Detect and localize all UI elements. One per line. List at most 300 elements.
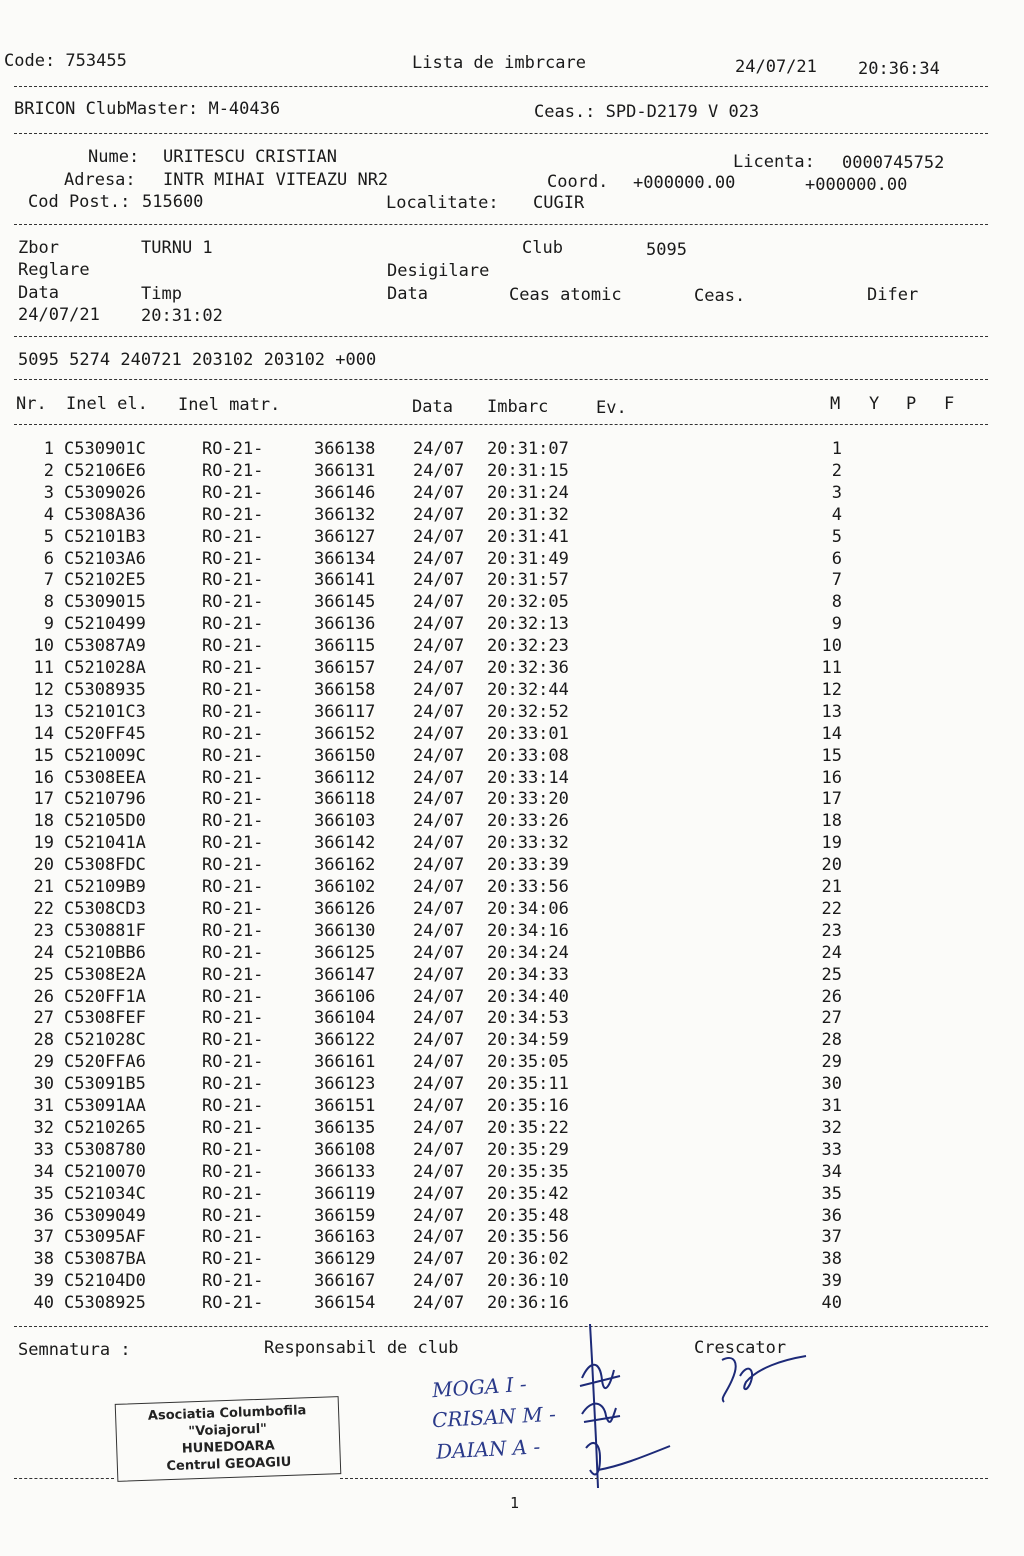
row-date: 24/07 [413,504,465,525]
col-inel-el: Inel el. [66,394,148,414]
row-m: 37 [821,1227,842,1248]
owner-address: INTR MIHAI VITEAZU NR2 [163,170,389,190]
row-date: 24/07 [413,745,465,766]
address-label: Adresa: [64,170,136,190]
row-inel-prefix: RO-21- [202,877,264,897]
row-inel-el: C521041A [64,833,146,854]
row-date: 24/07 [413,1074,465,1095]
row-inel-number: 366142 [314,833,376,854]
row-inel-number: 366122 [314,1030,376,1051]
row-inel-el: C53091B5 [64,1074,146,1095]
row-time: 20:32:52 [487,701,569,722]
col-nr: Nr. [16,394,47,414]
row-date: 24/07 [413,1249,465,1270]
divider [14,1478,114,1479]
table-row [0,1139,1024,1161]
row-m: 31 [821,1096,842,1116]
row-time: 20:33:01 [487,723,569,744]
table-row [0,569,1024,591]
col-y: Y [869,394,880,414]
row-inel-prefix: RO-21- [202,920,264,941]
row-nr: 20 [33,855,54,876]
table-row [0,810,1024,832]
row-date: 24/07 [413,1271,465,1292]
table-row [0,1029,1024,1051]
row-inel-prefix: RO-21- [202,548,264,569]
row-nr: 6 [43,548,54,569]
row-time: 20:35:48 [487,1205,569,1226]
row-nr: 24 [33,942,54,963]
coord-x: +000000.00 [633,173,736,193]
row-nr: 23 [33,920,54,941]
row-time: 20:36:10 [487,1271,569,1292]
row-m: 25 [821,964,842,985]
row-inel-number: 366167 [314,1271,376,1292]
row-time: 20:31:41 [487,526,569,547]
table-row [0,548,1024,570]
row-inel-number: 366163 [314,1227,376,1248]
row-inel-prefix: RO-21- [202,592,264,613]
row-nr: 7 [43,570,54,591]
row-m: 4 [831,504,842,525]
table-row [0,942,1024,964]
table-row [0,745,1024,767]
row-inel-el: C52102E5 [64,570,146,591]
club-value: 5095 [646,240,687,260]
signature-label: Semnatura : [18,1340,131,1360]
clubmaster-label: BRICON ClubMaster: M-40436 [14,99,281,119]
row-time: 20:31:32 [487,504,569,525]
row-m: 1 [831,439,842,459]
row-date: 24/07 [413,1117,465,1138]
row-time: 20:32:44 [487,679,569,700]
row-inel-number: 366131 [314,460,376,481]
row-m: 5 [831,526,842,547]
row-inel-number: 366127 [314,526,376,547]
row-date: 24/07 [413,592,465,613]
row-date: 24/07 [413,614,465,635]
row-inel-el: C52101C3 [64,701,146,722]
row-inel-el: C53087BA [64,1249,146,1270]
table-row [0,1270,1024,1292]
row-date: 24/07 [413,789,465,810]
row-date: 24/07 [413,1030,465,1051]
row-m: 38 [821,1249,842,1270]
club-stamp [115,1396,342,1482]
table-row [0,898,1024,920]
row-m: 24 [821,942,842,963]
row-time: 20:33:39 [487,855,569,876]
col-ev: Ev. [596,398,627,418]
divider [340,1478,988,1479]
row-nr: 1 [43,439,54,459]
row-m: 30 [821,1074,842,1095]
row-inel-number: 366134 [314,548,376,569]
row-inel-el: C5308925 [64,1293,146,1314]
row-inel-el: C52101B3 [64,526,146,547]
row-m: 39 [821,1271,842,1292]
row-time: 20:34:16 [487,920,569,941]
divider [14,424,988,425]
row-inel-el: C520FFA6 [64,1052,146,1073]
row-time: 20:31:49 [487,548,569,569]
row-date: 24/07 [413,855,465,876]
row-time: 20:32:36 [487,658,569,678]
row-inel-el: C521009C [64,745,146,766]
table-row [0,591,1024,613]
row-time: 20:34:24 [487,942,569,963]
row-inel-prefix: RO-21- [202,526,264,547]
stamp-line: "Voiajorul" [188,1421,268,1440]
row-m: 32 [821,1117,842,1138]
flight-value: TURNU 1 [141,238,213,258]
setting-time: 20:31:02 [141,306,223,326]
row-inel-number: 366150 [314,745,376,766]
row-inel-prefix: RO-21- [202,723,264,744]
header-date: 24/07/21 [735,57,817,77]
row-date: 24/07 [413,986,465,1007]
table-row [0,1051,1024,1073]
row-nr: 9 [43,614,54,635]
row-m: 13 [821,701,842,722]
row-date: 24/07 [413,1205,465,1226]
row-nr: 35 [33,1183,54,1204]
table-row [0,1161,1024,1183]
postcode-label: Cod Post.: [28,192,131,212]
row-time: 20:36:16 [487,1293,569,1314]
row-nr: 31 [33,1096,54,1116]
row-inel-number: 366141 [314,570,376,591]
unseal-date-label: Data [387,284,428,304]
row-inel-prefix: RO-21- [202,1293,264,1314]
row-time: 20:34:59 [487,1030,569,1051]
row-time: 20:35:42 [487,1183,569,1204]
row-nr: 14 [33,723,54,744]
coord-label: Coord. [547,172,609,192]
row-nr: 10 [33,636,54,657]
row-inel-prefix: RO-21- [202,1161,264,1182]
row-date: 24/07 [413,723,465,744]
row-nr: 18 [33,811,54,832]
row-date: 24/07 [413,833,465,854]
row-inel-number: 366103 [314,811,376,832]
table-row [0,1007,1024,1029]
row-inel-el: C5210BB6 [64,942,146,963]
row-inel-number: 366162 [314,855,376,876]
row-date: 24/07 [413,1183,465,1204]
row-nr: 32 [33,1117,54,1138]
row-inel-el: C53087A9 [64,636,146,657]
row-inel-el: C53095AF [64,1227,146,1248]
name-label: Nume: [88,147,140,167]
row-inel-number: 366129 [314,1249,376,1270]
col-data: Data [412,397,453,417]
row-time: 20:33:56 [487,877,569,897]
handwritten-name: MOGA I - [431,1371,528,1403]
handwritten-name: DAIAN A - [435,1434,541,1464]
row-inel-prefix: RO-21- [202,439,264,459]
row-date: 24/07 [413,636,465,657]
row-inel-prefix: RO-21- [202,789,264,810]
row-inel-number: 366146 [314,482,376,503]
row-time: 20:33:20 [487,789,569,810]
row-nr: 22 [33,898,54,919]
row-m: 10 [821,636,842,657]
row-inel-prefix: RO-21- [202,1030,264,1051]
row-inel-number: 366151 [314,1096,376,1116]
row-inel-prefix: RO-21- [202,1096,264,1116]
row-inel-prefix: RO-21- [202,986,264,1007]
row-m: 18 [821,811,842,832]
row-nr: 40 [33,1293,54,1314]
header-time: 20:36:34 [858,59,940,79]
row-time: 20:35:29 [487,1139,569,1160]
row-inel-prefix: RO-21- [202,636,264,657]
row-m: 8 [831,592,842,613]
table-row [0,1226,1024,1248]
row-inel-number: 366158 [314,679,376,700]
row-inel-el: C521028C [64,1030,146,1051]
row-time: 20:33:14 [487,767,569,788]
time-label: Timp [141,284,182,304]
row-nr: 38 [33,1249,54,1270]
stamp-line: Centrul GEOAGIU [166,1454,292,1475]
row-m: 7 [831,570,842,591]
row-nr: 30 [33,1074,54,1095]
row-date: 24/07 [413,439,465,459]
row-inel-prefix: RO-21- [202,942,264,963]
row-time: 20:34:33 [487,964,569,985]
row-inel-prefix: RO-21- [202,1205,264,1226]
table-row [0,613,1024,635]
row-date: 24/07 [413,1227,465,1248]
row-time: 20:34:06 [487,898,569,919]
table-row [0,460,1024,482]
row-time: 20:32:23 [487,636,569,657]
divider [14,86,988,87]
table-row [0,920,1024,942]
row-inel-number: 366115 [314,636,376,657]
date-label: Data [18,283,59,303]
table-row [0,1205,1024,1227]
row-inel-el: C5308780 [64,1139,146,1160]
row-inel-el: C52106E6 [64,460,146,481]
row-inel-number: 366135 [314,1117,376,1138]
row-nr: 2 [43,460,54,481]
row-inel-prefix: RO-21- [202,1227,264,1248]
row-date: 24/07 [413,548,465,569]
row-date: 24/07 [413,482,465,503]
table-row [0,767,1024,789]
row-inel-el: C521028A [64,658,146,678]
row-inel-number: 366119 [314,1183,376,1204]
row-inel-number: 366145 [314,592,376,613]
club-label: Club [522,238,563,258]
row-nr: 13 [33,701,54,722]
row-inel-number: 366157 [314,658,376,678]
row-time: 20:33:26 [487,811,569,832]
row-date: 24/07 [413,1052,465,1073]
row-inel-number: 366123 [314,1074,376,1095]
col-imbarc: Imbarc [487,397,549,417]
licence-value: 0000745752 [842,153,945,173]
table-row [0,1183,1024,1205]
table-row [0,723,1024,745]
row-nr: 36 [33,1205,54,1226]
row-inel-el: C5309015 [64,592,146,613]
table-row [0,854,1024,876]
row-nr: 5 [43,526,54,547]
row-inel-el: C5308E2A [64,964,146,985]
row-nr: 34 [33,1161,54,1182]
row-inel-prefix: RO-21- [202,1117,264,1138]
row-inel-number: 366133 [314,1161,376,1182]
row-date: 24/07 [413,701,465,722]
row-nr: 21 [33,877,54,897]
row-inel-prefix: RO-21- [202,811,264,832]
row-time: 20:35:56 [487,1227,569,1248]
row-nr: 25 [33,964,54,985]
row-date: 24/07 [413,1096,465,1116]
row-nr: 37 [33,1227,54,1248]
row-m: 14 [821,723,842,744]
row-nr: 12 [33,679,54,700]
row-m: 35 [821,1183,842,1204]
breeder-signature [712,1350,812,1410]
clock-col-label: Ceas. [694,286,746,306]
row-time: 20:32:13 [487,614,569,635]
row-inel-prefix: RO-21- [202,1074,264,1095]
row-inel-el: C52103A6 [64,548,146,569]
row-inel-prefix: RO-21- [202,767,264,788]
row-m: 21 [821,877,842,897]
row-inel-number: 366152 [314,723,376,744]
row-nr: 15 [33,745,54,766]
document-title: Lista de imbrcare [412,53,586,73]
col-p: P [906,394,917,414]
row-m: 19 [821,833,842,854]
row-inel-prefix: RO-21- [202,614,264,635]
divider [14,336,988,337]
row-nr: 17 [33,789,54,810]
locality-value: CUGIR [533,193,585,213]
table-row [0,788,1024,810]
row-inel-el: C530881F [64,920,146,941]
row-time: 20:36:02 [487,1249,569,1270]
row-inel-el: C5308FDC [64,855,146,876]
row-inel-prefix: RO-21- [202,504,264,525]
row-date: 24/07 [413,767,465,788]
row-inel-number: 366136 [314,614,376,635]
row-nr: 39 [33,1271,54,1292]
postcode-value: 515600 [142,192,204,212]
row-m: 11 [821,658,842,678]
table-row [0,1117,1024,1139]
row-inel-el: C5210070 [64,1161,146,1182]
row-nr: 3 [43,482,54,503]
row-date: 24/07 [413,811,465,832]
row-nr: 26 [33,986,54,1007]
table-row [0,701,1024,723]
table-row [0,1095,1024,1117]
row-nr: 19 [33,833,54,854]
row-nr: 11 [33,658,54,678]
row-inel-el: C5308FEF [64,1008,146,1029]
row-inel-el: C5210796 [64,789,146,810]
row-time: 20:35:05 [487,1052,569,1073]
row-time: 20:35:16 [487,1096,569,1116]
locality-label: Localitate: [386,193,499,213]
row-time: 20:33:32 [487,833,569,854]
row-time: 20:31:07 [487,439,569,459]
row-inel-prefix: RO-21- [202,1249,264,1270]
row-inel-number: 366102 [314,877,376,897]
row-inel-number: 366106 [314,986,376,1007]
row-date: 24/07 [413,1139,465,1160]
col-f: F [944,394,955,414]
row-inel-number: 366126 [314,898,376,919]
table-row [0,657,1024,679]
breeder-label: Crescator [694,1338,787,1358]
row-inel-prefix: RO-21- [202,1139,264,1160]
club-responsible-label: Responsabil de club [264,1338,459,1358]
row-m: 6 [831,548,842,569]
row-inel-el: C520FF45 [64,723,146,744]
table-row [0,964,1024,986]
summary-line: 5095 5274 240721 203102 203102 +000 [18,350,377,370]
row-m: 9 [831,614,842,635]
col-inel-matr: Inel matr. [178,395,281,415]
row-date: 24/07 [413,526,465,547]
row-inel-prefix: RO-21- [202,964,264,985]
row-inel-el: C530901C [64,439,146,459]
row-inel-number: 366138 [314,439,376,459]
row-m: 26 [821,986,842,1007]
row-inel-number: 366125 [314,942,376,963]
divider [14,379,988,380]
table-row [0,876,1024,898]
row-inel-number: 366118 [314,789,376,810]
coord-y: +000000.00 [805,175,908,195]
row-date: 24/07 [413,1293,465,1314]
row-nr: 16 [33,767,54,788]
table-row [0,1248,1024,1270]
row-date: 24/07 [413,460,465,481]
row-inel-el: C5308EEA [64,767,146,788]
row-inel-prefix: RO-21- [202,482,264,503]
row-inel-number: 366132 [314,504,376,525]
divider [14,133,988,134]
row-inel-prefix: RO-21- [202,701,264,722]
row-date: 24/07 [413,964,465,985]
row-m: 29 [821,1052,842,1073]
row-inel-el: C5210499 [64,614,146,635]
row-inel-el: C5308A36 [64,504,146,525]
row-nr: 27 [33,1008,54,1029]
row-m: 40 [821,1293,842,1314]
row-inel-el: C5308CD3 [64,898,146,919]
page-number: 1 [510,1494,520,1512]
row-time: 20:35:35 [487,1161,569,1182]
row-m: 28 [821,1030,842,1051]
row-date: 24/07 [413,877,465,897]
table-row [0,832,1024,854]
stamp-line: HUNEDOARA [181,1438,275,1457]
row-m: 3 [831,482,842,503]
table-row [0,482,1024,504]
row-inel-el: C52109B9 [64,877,146,897]
row-m: 20 [821,855,842,876]
